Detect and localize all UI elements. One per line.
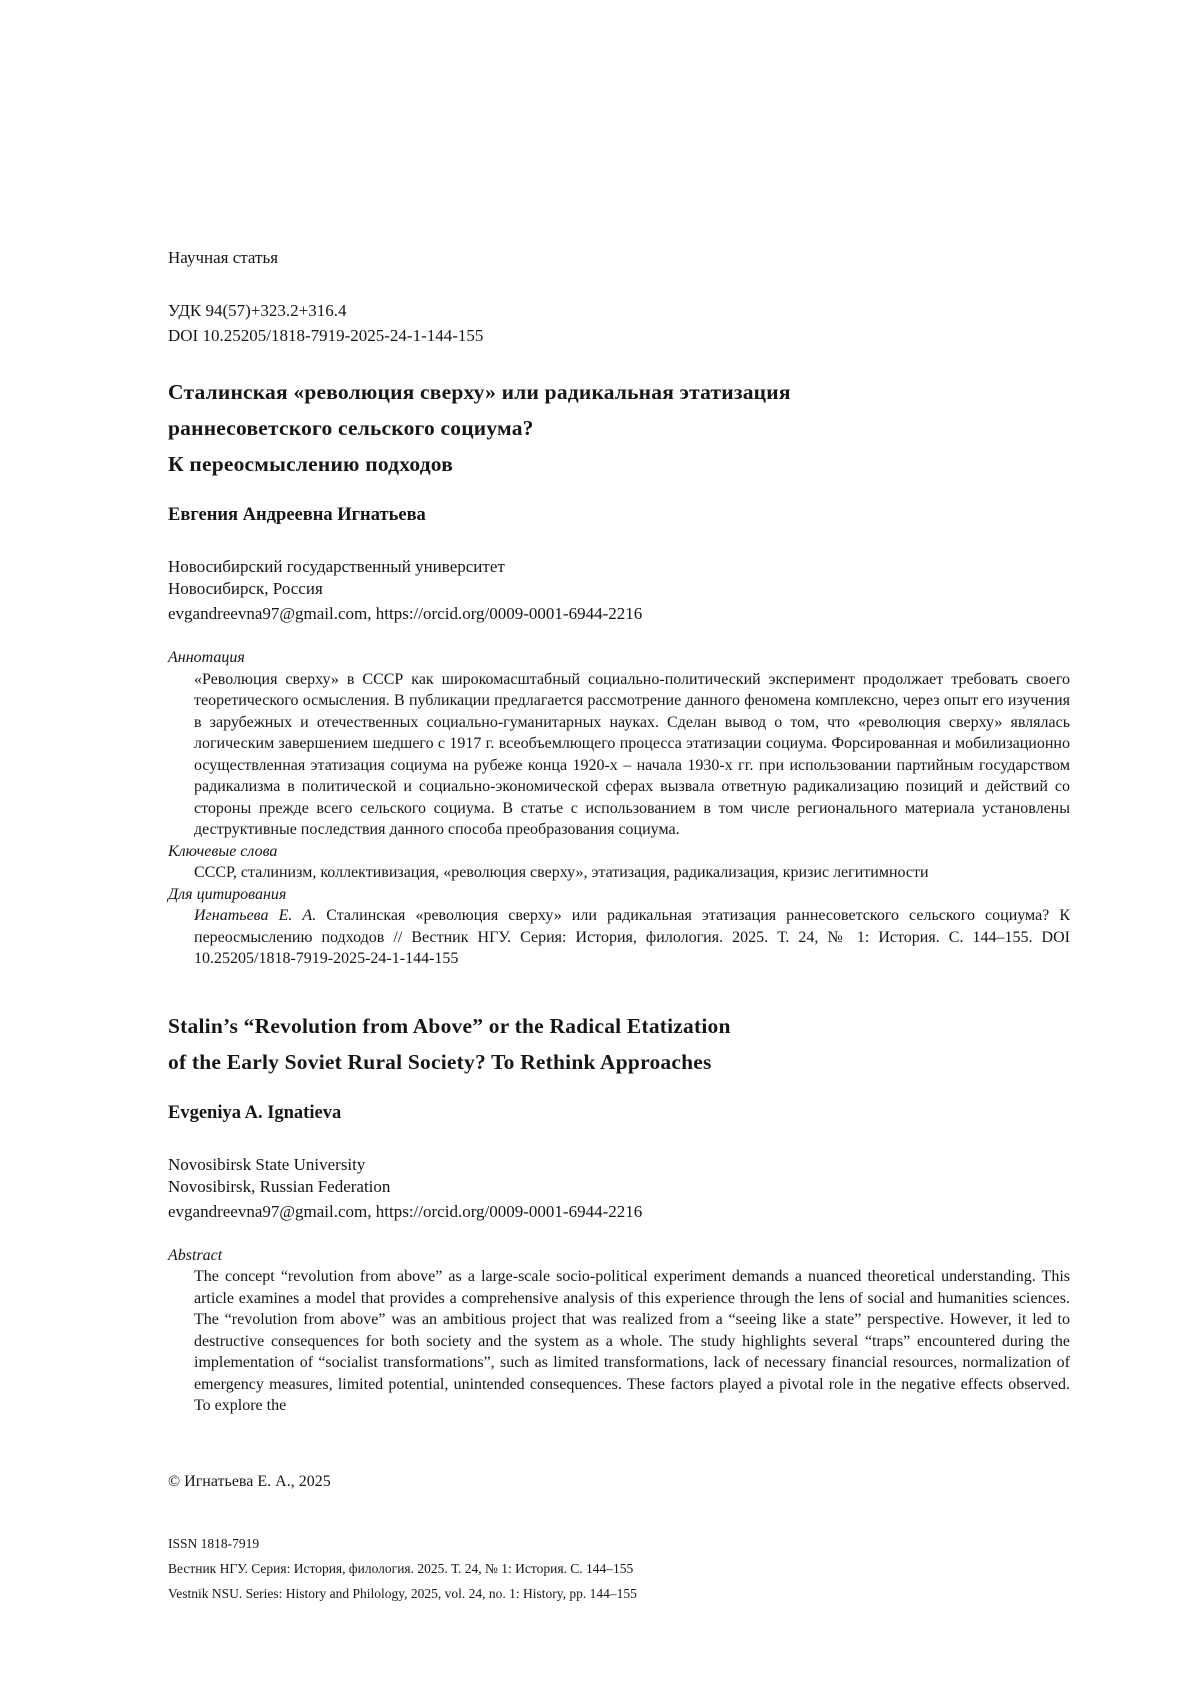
keywords-label: Ключевые слова [168,842,278,860]
footer-journal-russian: Вестник НГУ. Серия: История, филология. 2025. Т. 24, № 1: История. С. 144–155 [168,1561,634,1576]
abstract-label: Abstract [168,1246,223,1264]
section-keywords [168,841,1070,884]
citation-body: Сталинская «революция сверху» или радикальная этатизация раннесоветского сельского социума? К переосмыслению подходов // Вестник НГУ. Серия: История, филология. 2025. Т. 24, № 1: История. С. 144–155. DOI 10.25205/1818-7919-2025-24-1-144-155 [194,907,1071,967]
abstract-text: The concept “revolution from above” as a large-scale socio-political experiment demands a nuanced theoretical understanding. This article examines a model that provides a comprehensive analysis of this experience through the lens of social and humanities sciences. The “revolution from above” was an ambitious project that was realized from a “seeing like a state” perspective. However, it led to destructive consequences for both society and the system as a whole. The study highlights several “traps” encountered during the implementation of “socialist transformations”, such as limited transformations, lack of necessary financial resources, normalization of emergency measures, limited potential, unintended consequences. These factors played a pivotal role in the negative effects observed. To explore the [194,1268,1070,1414]
affiliation-russian-line-2: Новосибирск, Россия [168,579,323,598]
section-abstract [168,1245,1070,1417]
section-citation [168,884,1070,970]
affiliation-english-line-1: Novosibirsk State University [168,1154,366,1174]
article-type: Научная статья [168,248,279,267]
identifiers-block [168,298,1070,348]
affiliation-english [168,1154,1070,1198]
affiliation-english-line-2: Novosibirsk, Russian Federation [168,1176,391,1196]
contact-russian: evgandreevna97@gmail.com, https://orcid.org/0009-0001-6944-2216 [168,604,643,623]
citation-author: Игнатьева Е. А. [194,907,317,924]
affiliation-russian-line-1: Новосибирский государственный университет [168,557,505,576]
affiliation-russian [168,556,1070,600]
copyright-line: © Игнатьева Е. А., 2025 [168,1473,331,1490]
title-english [168,1008,1070,1080]
udc-line: УДК 94(57)+323.2+316.4 [168,301,347,320]
annotation-label: Аннотация [168,649,245,666]
citation-label: Для цитирования [168,885,287,903]
doi-line: DOI 10.25205/1818-7919-2025-24-1-144-155 [168,326,484,345]
footer-issn: ISSN 1818-7919 [168,1536,260,1551]
citation-text [168,905,1070,970]
author-english: Evgeniya A. Ignatieva [168,1102,342,1123]
title-russian-line-1: Сталинская «революция сверху» или радикальная этатизация [168,380,791,404]
title-russian-line-2: раннесоветского сельского социума? [168,416,534,440]
journal-footer [168,1531,1070,1606]
contact-english: evgandreevna97@gmail.com, https://orcid.org/0009-0001-6944-2216 [168,1201,643,1221]
footer-journal-english: Vestnik NSU. Series: History and Philology, 2025, vol. 24, no. 1: History, pp. 144–155 [168,1586,637,1601]
author-russian: Евгения Андреевна Игнатьева [168,505,426,525]
title-russian-line-3: К переосмыслению подходов [168,452,454,476]
title-english-line-2: of the Early Soviet Rural Society? To Rethink Approaches [168,1049,712,1074]
section-annotation [168,647,1070,841]
title-russian [168,374,1070,482]
title-english-line-1: Stalin’s “Revolution from Above” or the Radical Etatization [168,1013,731,1038]
article-content [168,245,1070,1417]
annotation-text: «Революция сверху» в СССР как широкомасштабный социально-политический эксперимент продолжает требовать своего теоретического осмысления. В публикации предлагается рассмотрение данного феномена комплексно, через опыт его изучения в зарубежных и отечественных социально-гуманитарных науках. Сделан вывод о том, что «революция сверху» являлась логическим завершением шедшего с 1917 г. всеобъемлющего процесса этатизации социума. Форсированная и мобилизационно осуществленная этатизация социума на рубеже конца 1920-х – начала 1930-х гг. при использовании партийным государством радикализма в политической и социально-экономической сферах вызвала ответную радикализацию позиций и действий со стороны прежде всего сельского социума. В статье с использованием в том числе регионального материала установлены деструктивные последствия данного способа преобразования социума. [194,670,1070,838]
keywords-text: СССР, сталинизм, коллективизация, «революция сверху», этатизация, радикализация, кризис легитимности [194,864,929,881]
